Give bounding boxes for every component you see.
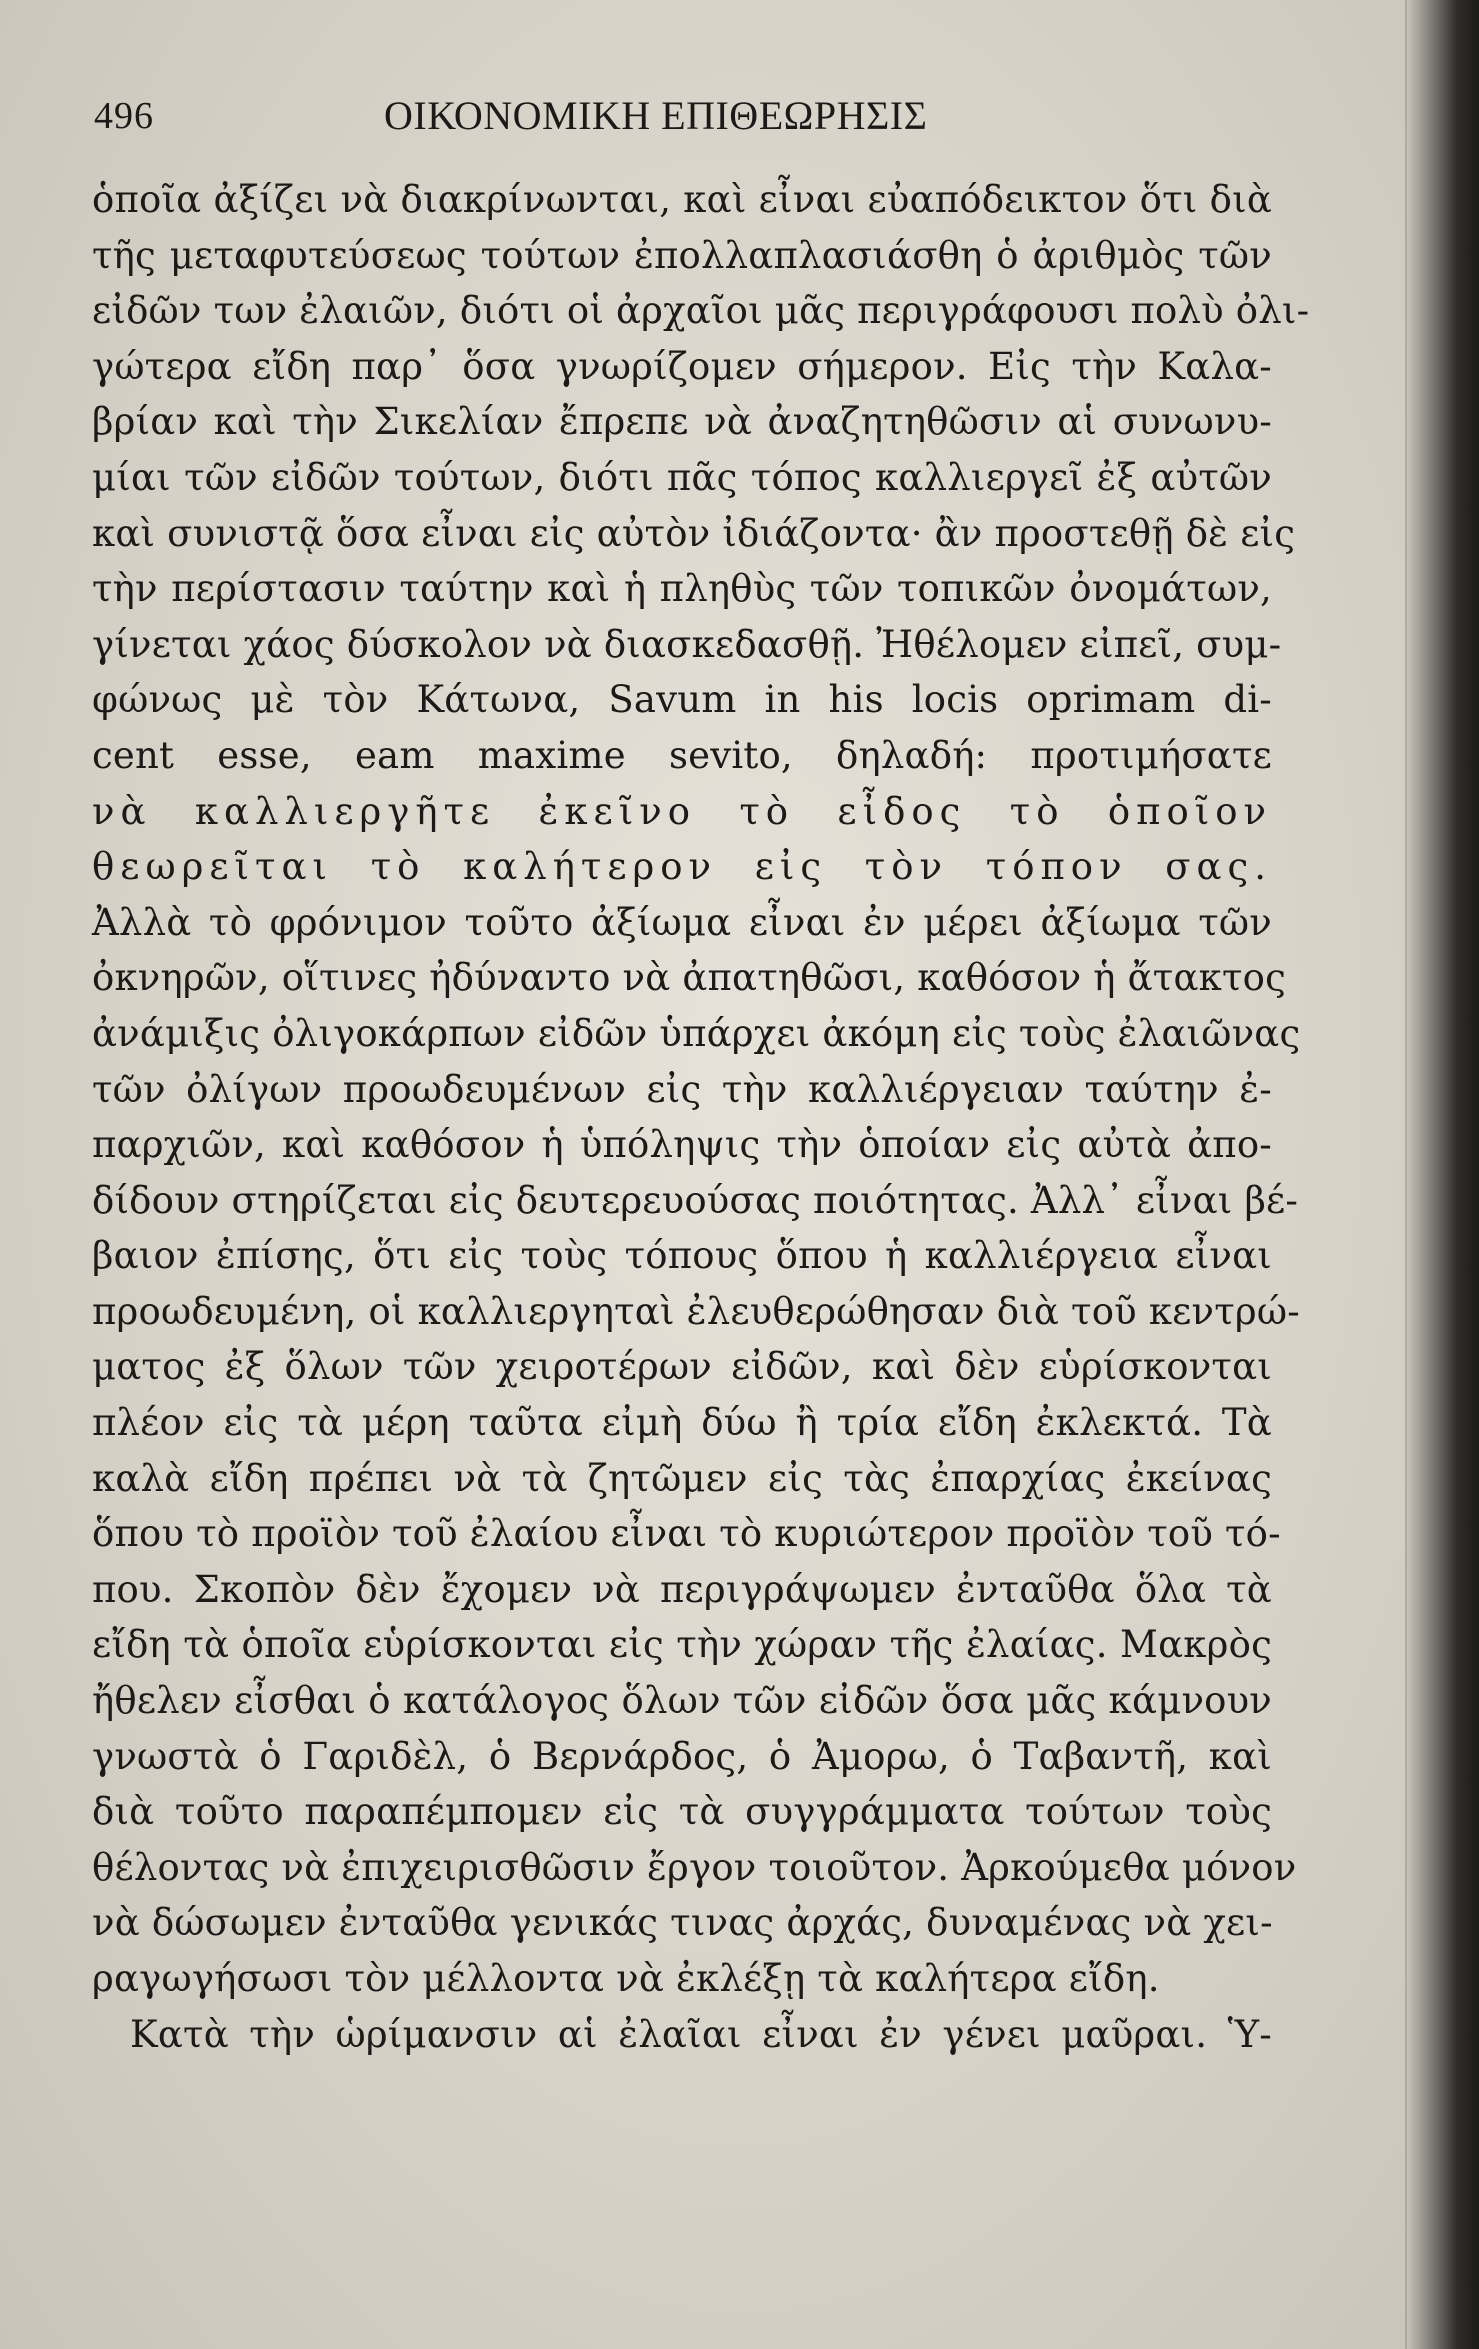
text-line: εἰδῶν των ἐλαιῶν, διότι οἱ ἀρχαῖοι μᾶς περιγράφουσι πολὺ ὀλι- <box>92 289 1310 333</box>
text-line: γώτερα εἴδη παρ᾽ ὅσα γνωρίζομεν σήμερον. Εἰς τὴν Καλα- <box>92 344 1272 388</box>
paragraph-start-line: Κατὰ τὴν ὡρίμανσιν αἱ ἐλαῖαι εἶναι ἐν γένει μαῦραι. Ὑ- <box>130 2012 1272 2056</box>
text-line: φώνως μὲ τὸν Κάτωνα, Savum in his locis oprimam di- <box>92 678 1272 722</box>
text-line: τῶν ὀλίγων προωδευμένων εἰς τὴν καλλιέργειαν ταύτην ἐ- <box>92 1067 1272 1111</box>
text-line: τῆς μεταφυτεύσεως τούτων ἐπολλαπλασιάσθη ὁ ἀριθμὸς τῶν <box>92 233 1272 277</box>
book-page <box>92 80 1310 2062</box>
text-line-emphasized: νὰ καλλιεργῆτε ἐκεῖνο τὸ εἶδος τὸ ὁποῖον <box>92 789 1272 833</box>
text-line: ραγωγήσωσι τὸν μέλλοντα νὰ ἐκλέξῃ τὰ καλήτερα εἴδη. <box>92 1957 1160 2000</box>
text-line: ὁποῖα ἀξίζει νὰ διακρίνωνται, καὶ εἶναι εὐαπόδεικτον ὅτι διὰ <box>92 178 1272 221</box>
text-line: μίαι τῶν εἰδῶν τούτων, διότι πᾶς τόπος καλλιεργεῖ ἐξ αὐτῶν <box>92 455 1272 499</box>
text-line: γνωστὰ ὁ Γαριδὲλ, ὁ Βερνάρδος, ὁ Ἀμορω, ὁ Ταβαντῆ, καὶ <box>92 1734 1272 1778</box>
text-line: πλέον εἰς τὰ μέρη ταῦτα εἰμὴ δύω ἢ τρία εἴδη ἐκλεκτά. Τὰ <box>92 1401 1272 1445</box>
page-header <box>94 80 1272 154</box>
text-line: παρχιῶν, καὶ καθόσον ἡ ὑπόληψις τὴν ὁποίαν εἰς αὐτὰ ἀπο- <box>92 1123 1272 1167</box>
text-line: cent esse, eam maxime sevito, δηλαδή: προτιμήσατε <box>92 733 1272 777</box>
text-line: ὅπου τὸ προϊὸν τοῦ ἐλαίου εἶναι τὸ κυριώτερον προϊὸν τοῦ τό- <box>92 1512 1281 1556</box>
page-number: 496 <box>94 95 154 137</box>
text-line-emphasized: θεωρεῖται τὸ καλήτερον εἰς τὸν τόπον σας. <box>92 845 1272 889</box>
body-text <box>92 172 1310 2062</box>
text-line: βρίαν καὶ τὴν Σικελίαν ἔπρεπε νὰ ἀναζητηθῶσιν αἱ συνωνυ- <box>92 400 1272 444</box>
text-line: βαιον ἐπίσης, ὅτι εἰς τοὺς τόπους ὅπου ἡ καλλιέργεια εἶναι <box>92 1234 1272 1278</box>
text-line: που. Σκοπὸν δὲν ἔχομεν νὰ περιγράψωμεν ἐνταῦθα ὅλα τὰ <box>92 1567 1272 1611</box>
text-line: γίνεται χάος δύσκολον νὰ διασκεδασθῇ. Ἠθέλομεν εἰπεῖ, συμ- <box>92 622 1282 666</box>
text-line: εἴδη τὰ ὁποῖα εὑρίσκονται εἰς τὴν χώραν τῆς ἐλαίας. Μακρὸς <box>92 1623 1272 1667</box>
text-line: ἤθελεν εἶσθαι ὁ κατάλογος ὅλων τῶν εἰδῶν ὅσα μᾶς κάμνουν <box>92 1679 1272 1723</box>
text-line: καὶ συνιστᾷ ὅσα εἶναι εἰς αὐτὸν ἰδιάζοντα· ἂν προστεθῇ δὲ εἰς <box>92 511 1296 555</box>
text-line: δίδουν στηρίζεται εἰς δευτερευούσας ποιότητας. Ἀλλ᾽ εἶναι βέ- <box>92 1178 1299 1222</box>
text-line: διὰ τοῦτο παραπέμπομεν εἰς τὰ συγγράμματα τούτων τοὺς <box>92 1790 1272 1834</box>
text-line: ἀνάμιξις ὀλιγοκάρπων εἰδῶν ὑπάρχει ἀκόμη εἰς τοὺς ἐλαιῶνας <box>92 1011 1301 1055</box>
text-line: ὀκνηρῶν, οἵτινες ἠδύναντο νὰ ἀπατηθῶσι, καθόσον ἡ ἄτακτος <box>92 956 1287 1000</box>
text-line: νὰ δώσωμεν ἐνταῦθα γενικάς τινας ἀρχάς, δυναμένας νὰ χει- <box>92 1901 1273 1945</box>
text-line: καλὰ εἴδη πρέπει νὰ τὰ ζητῶμεν εἰς τὰς ἐπαρχίας ἐκείνας <box>92 1456 1272 1500</box>
text-line: Ἀλλὰ τὸ φρόνιμον τοῦτο ἀξίωμα εἶναι ἐν μέρει ἀξίωμα τῶν <box>92 900 1272 944</box>
text-line: τὴν περίστασιν ταύτην καὶ ἡ πληθὺς τῶν τοπικῶν ὀνομάτων, <box>92 567 1272 611</box>
text-line: προωδευμένη, οἱ καλλιεργηταὶ ἐλευθερώθησαν διὰ τοῦ κεντρώ- <box>92 1289 1300 1333</box>
book-binding-gutter <box>1407 0 1479 2349</box>
text-line: θέλοντας νὰ ἐπιχειρισθῶσιν ἔργον τοιοῦτον. Ἀρκούμεθα μόνον <box>92 1845 1297 1889</box>
text-line: ματος ἐξ ὅλων τῶν χειροτέρων εἰδῶν, καὶ δὲν εὑρίσκονται <box>92 1345 1272 1389</box>
running-title: ΟΙΚΟΝΟΜΙΚΗ ΕΠΙΘΕΩΡΗΣΙΣ <box>384 93 928 138</box>
